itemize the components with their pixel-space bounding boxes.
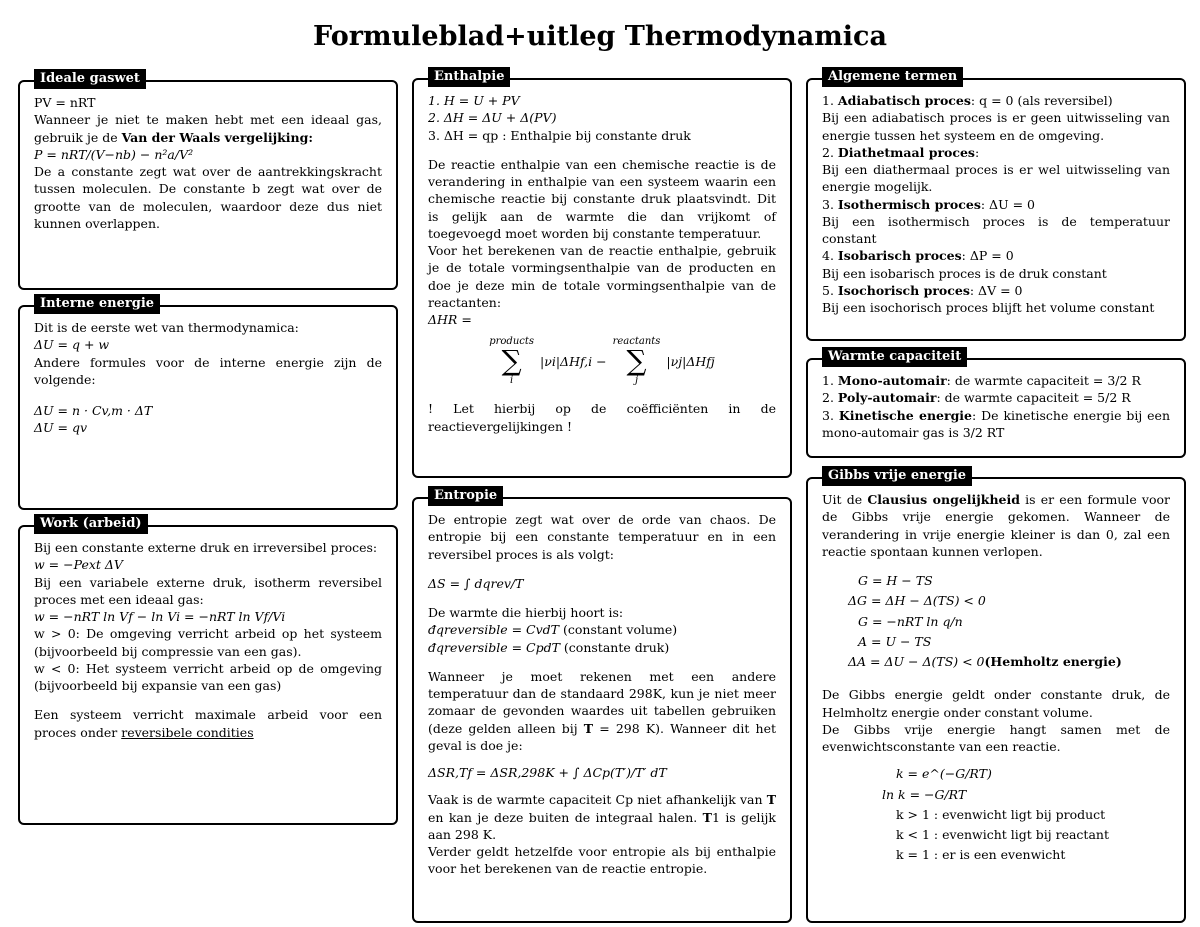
paragraph bbox=[822, 491, 1170, 560]
text: 2. bbox=[822, 144, 838, 160]
text: Isochorisch proces bbox=[837, 282, 970, 298]
formula: G = H − TS bbox=[858, 573, 933, 588]
text: 3. bbox=[822, 196, 838, 212]
formula: PV = nRT bbox=[34, 95, 96, 110]
box-gibbs bbox=[806, 468, 1186, 923]
text: : bbox=[974, 144, 980, 160]
sigma-icon: ∑ bbox=[501, 344, 522, 378]
formula: P = nRT/(V−nb) − n²a/V² bbox=[34, 146, 194, 162]
term-description: Bij een diathermaal proces is er wel uitwisseling van energie mogelijk. bbox=[822, 162, 1170, 195]
formula: w = −Pext ΔV bbox=[34, 557, 123, 573]
sigma-icon: ∑ bbox=[626, 344, 647, 378]
box-enthalpie bbox=[412, 69, 792, 478]
text: Uit de bbox=[822, 492, 868, 507]
term bbox=[822, 247, 1170, 264]
sum-top: reactants bbox=[612, 336, 661, 348]
text: T bbox=[766, 792, 776, 808]
box-heading: Work (arbeid) bbox=[34, 514, 148, 534]
formula: w = −nRT ln Vf − ln Vi = −nRT ln Vf/Vi bbox=[34, 609, 286, 624]
text: 3. bbox=[822, 407, 839, 423]
text: 1. bbox=[822, 373, 838, 388]
text: : De kinetische energie bij een mono-automair gas is 3/2 RT bbox=[822, 407, 1170, 440]
list-item: 3. ΔH = qp : Enthalpie bij constante druk bbox=[428, 127, 691, 143]
sum-bottom: i bbox=[510, 375, 514, 387]
text: T bbox=[583, 720, 594, 736]
text: 5. bbox=[822, 282, 838, 298]
sum-symbol bbox=[489, 336, 534, 386]
text: Isobarisch proces bbox=[837, 248, 962, 264]
paragraph: Voor het berekenen van de reactie enthalpie, gebruik je de totale vormingsenthalpie van de producten en doe je deze min de totale vormingsenthalpie van de reactanten: bbox=[428, 243, 776, 310]
box-heading: Interne energie bbox=[34, 294, 160, 314]
sum-top: products bbox=[489, 336, 535, 348]
formula: k < 1 : evenwicht ligt bij reactant bbox=[896, 827, 1109, 842]
formula: A = U − TS bbox=[858, 633, 932, 649]
text: : de warmte capaciteit = 5/2 R bbox=[936, 390, 1131, 406]
text: reversibele condities bbox=[121, 724, 254, 740]
box-ideale-gaswet bbox=[18, 71, 398, 290]
term bbox=[822, 282, 1170, 299]
text: Diathetmaal proces bbox=[837, 144, 975, 160]
box-heading: Warmte capaciteit bbox=[822, 347, 967, 367]
text: ΔA = ΔU − Δ(TS) < 0 bbox=[848, 654, 985, 669]
paragraph: Bij een variabele externe druk, isotherm reversibel proces met een ideaal gas: bbox=[34, 574, 382, 607]
text: 1. bbox=[822, 93, 838, 108]
paragraph: De a constante zegt wat over de aantrekkingskracht tussen moleculen. De constante b zegt wat over de grootte van de moleculen, waardoor deze dus niet kunnen overlappen. bbox=[34, 164, 382, 231]
paragraph: De Gibbs energie geldt onder constante druk, de Helmholtz energie onder constant volume. bbox=[822, 687, 1170, 720]
text: Vaak is de warmte capaciteit Cp niet afhankelijk van bbox=[428, 792, 767, 808]
formula: ΔHR = bbox=[428, 312, 472, 327]
text: Adiabatisch proces bbox=[837, 93, 971, 108]
text: (Hemholtz energie) bbox=[984, 654, 1122, 669]
page-title: Formuleblad+uitleg Thermodynamica bbox=[313, 21, 887, 52]
formula: k = e^(−G/RT) bbox=[896, 766, 992, 782]
formula: ΔU = q + w bbox=[34, 337, 110, 353]
paragraph: De Gibbs vrije energie hangt samen met de evenwichtsconstante van een reactie. bbox=[822, 721, 1170, 754]
text: Een systeem verricht maximale arbeid voor een proces onder bbox=[34, 707, 382, 740]
box-heading: Gibbs vrije energie bbox=[822, 466, 972, 486]
text: Poly-automair bbox=[837, 390, 937, 406]
formula: k = 1 : er is een evenwicht bbox=[896, 847, 1066, 863]
text: : q = 0 (als reversibel) bbox=[970, 93, 1113, 108]
box-interne-energie bbox=[18, 296, 398, 510]
list-item: 2. ΔH = ΔU + Δ(PV) bbox=[428, 110, 557, 126]
formula: ΔU = n · Cv,m · ΔT bbox=[34, 403, 153, 418]
text: Clausius ongelijkheid bbox=[867, 492, 1020, 507]
box-heading: Enthalpie bbox=[428, 67, 510, 87]
formula-block bbox=[822, 765, 1170, 863]
sum-term: |νi|ΔHf,i − bbox=[540, 353, 607, 369]
text: (constante druk) bbox=[559, 639, 670, 655]
list-item bbox=[822, 407, 1170, 442]
paragraph: w < 0: Het systeem verricht arbeid op de omgeving (bijvoorbeeld bij expansie van een gas) bbox=[34, 660, 382, 693]
formula: ΔU = qv bbox=[34, 420, 88, 436]
text: Isothermisch proces bbox=[837, 196, 981, 212]
text: is er een formule voor de Gibbs vrije energie gekomen. Wanneer de verandering in vrije energie kleiner is dan 0, zal een reactie spontaan kunnen verlopen. bbox=[822, 492, 1171, 559]
paragraph: ! Let hierbij op de coëfficiënten in de reactievergelijkingen ! bbox=[428, 401, 776, 434]
sum-term: |νj|ΔHfj bbox=[666, 353, 715, 369]
box-warmte-capaciteit bbox=[806, 349, 1186, 458]
paragraph: De reactie enthalpie van een chemische reactie is de verandering in enthalpie van een systeem waarin een chemische reactie bij constante druk plaatsvindt. Dit is gelijk aan de warmte die dan vrijkomt of toegevoegd moet worden bij constante temperatuur. bbox=[428, 156, 776, 241]
formula: ΔG = ΔH − Δ(TS) < 0 bbox=[848, 593, 986, 609]
term-description: Bij een adiabatisch proces is er geen uitwisseling van energie tussen het systeem en de omgeving. bbox=[822, 110, 1170, 143]
text: (constant volume) bbox=[559, 622, 678, 638]
paragraph: Dit is de eerste wet van thermodynamica: bbox=[34, 320, 299, 335]
paragraph: w > 0: De omgeving verricht arbeid op het systeem (bijvoorbeeld bij compressie van een gas). bbox=[34, 626, 382, 659]
list-item bbox=[822, 389, 1170, 406]
term-description: Bij een isobarisch proces is de druk constant bbox=[822, 265, 1107, 281]
formula: ΔSR,Tf = ΔSR,298K + ∫ ΔCp(T′)/T′ dT bbox=[428, 765, 667, 780]
formula-block bbox=[822, 572, 1170, 670]
formula: G = −nRT ln q/n bbox=[858, 613, 963, 629]
text: T bbox=[702, 809, 712, 825]
term-description: Bij een isothermisch proces is de temperatuur constant bbox=[822, 213, 1170, 246]
sum-symbol bbox=[613, 336, 661, 386]
sum-bottom: j bbox=[634, 375, 639, 387]
text: Wanneer je niet te maken hebt met een ideaal gas, gebruik je de bbox=[34, 112, 382, 145]
text: : ΔP = 0 bbox=[961, 248, 1014, 264]
text: Wanneer je moet rekenen met een andere temperatuur dan de standaard 298K, kun je niet meer zomaar de gevonden waardes uit tabellen gebruiken (deze gelden alleen bij bbox=[428, 668, 776, 736]
paragraph: De warmte die hierbij hoort is: bbox=[428, 605, 624, 620]
text: Mono-automair bbox=[837, 373, 947, 388]
paragraph: Andere formules voor de interne energie zijn de volgende: bbox=[34, 354, 382, 387]
text: = 298 K). Wanneer dit het geval is doe je: bbox=[428, 720, 776, 753]
paragraph: Verder geldt hetzelfde voor entropie als bij enthalpie voor het berekenen van de reactie entropie. bbox=[428, 844, 776, 877]
term bbox=[822, 92, 1170, 109]
term bbox=[822, 144, 1170, 161]
paragraph: De entropie zegt wat over de orde van chaos. De entropie bij een constante temperatuur en in een reversibel proces is als volgt: bbox=[428, 512, 776, 562]
formula: k > 1 : evenwicht ligt bij product bbox=[896, 806, 1106, 822]
box-heading: Entropie bbox=[428, 486, 503, 506]
formula bbox=[848, 653, 1170, 670]
box-entropie bbox=[412, 488, 792, 923]
formula: ΔS = ∫ dqrev/T bbox=[428, 575, 524, 591]
paragraph: Bij een constante externe druk en irreversibel proces: bbox=[34, 540, 378, 555]
list-item bbox=[822, 372, 1170, 389]
formula bbox=[428, 621, 776, 638]
term-description: Bij een isochorisch proces blijft het volume constant bbox=[822, 300, 1155, 315]
text: : ΔU = 0 bbox=[980, 196, 1035, 212]
text: 1 is gelijk aan 298 K. bbox=[428, 809, 776, 842]
paragraph bbox=[34, 706, 382, 741]
text: Kinetische energie bbox=[838, 407, 973, 423]
text: Van der Waals vergelijking: bbox=[121, 129, 313, 145]
sum-formula bbox=[428, 336, 776, 386]
box-algemene-termen bbox=[806, 69, 1186, 341]
text: 2. bbox=[822, 390, 838, 406]
text: en kan je deze buiten de integraal halen. bbox=[428, 809, 703, 825]
formula: ln k = −G/RT bbox=[882, 786, 967, 802]
text: đqreversible = CvdT bbox=[428, 622, 560, 638]
paragraph bbox=[428, 791, 776, 843]
box-heading: Ideale gaswet bbox=[34, 69, 146, 89]
paragraph bbox=[428, 668, 776, 754]
box-heading: Algemene termen bbox=[822, 67, 963, 87]
box-work bbox=[18, 516, 398, 825]
list-item: 1. H = U + PV bbox=[428, 93, 520, 108]
text: : ΔV = 0 bbox=[969, 282, 1023, 298]
text: : de warmte capaciteit = 3/2 R bbox=[946, 373, 1141, 388]
text: 4. bbox=[822, 248, 838, 264]
text: đqreversible = CpdT bbox=[428, 639, 560, 655]
formula bbox=[428, 639, 776, 656]
paragraph bbox=[34, 111, 382, 146]
term bbox=[822, 196, 1170, 213]
